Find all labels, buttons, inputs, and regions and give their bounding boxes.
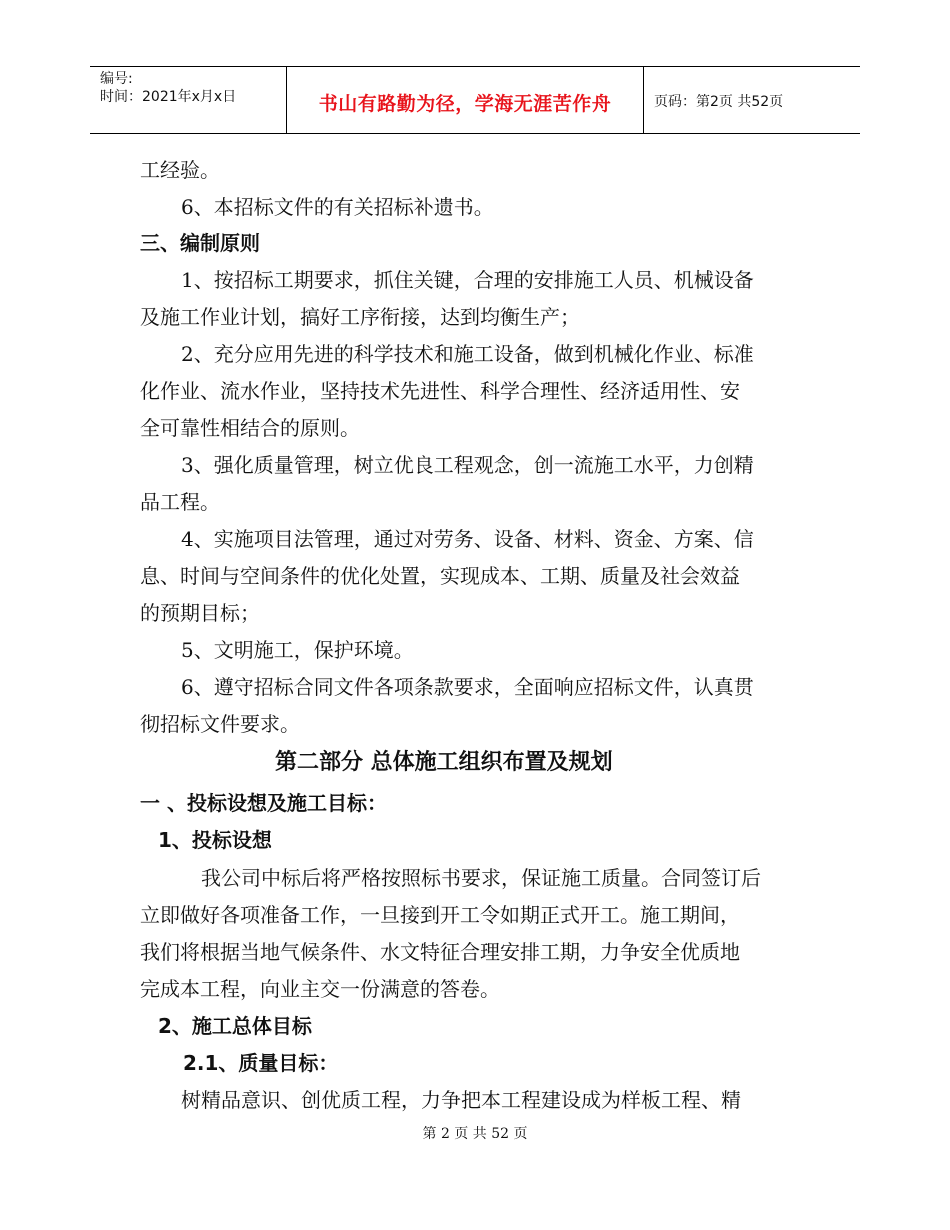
document-number-label: 编号: xyxy=(100,71,133,87)
body-line: 2、充分应用先进的科学技术和施工设备，做到机械化作业、标准 xyxy=(181,342,754,366)
body-line: 我们将根据当地气候条件、水文特征合理安排工期，力争安全优质地 xyxy=(140,940,740,964)
body-line: 5、文明施工，保护环境。 xyxy=(181,638,414,662)
body-line: 工经验。 xyxy=(140,158,220,182)
body-line: 的预期目标； xyxy=(140,601,260,625)
body-line: 完成本工程，向业主交一份满意的答卷。 xyxy=(140,977,500,1001)
page-header xyxy=(90,66,860,134)
body-line: 3、强化质量管理，树立优良工程观念，创一流施工水平，力创精 xyxy=(181,453,754,477)
body-line: 我公司中标后将严格按照标书要求，保证施工质量。合同签订后 xyxy=(201,866,761,890)
body-line: 立即做好各项准备工作，一旦接到开工令如期正式开工。施工期间， xyxy=(140,903,740,927)
header-page-cell xyxy=(644,67,860,133)
header-meta-cell xyxy=(90,67,287,133)
subsection-heading: 1、投标设想 xyxy=(158,828,272,852)
subsection-heading: 2.1、质量目标： xyxy=(183,1051,339,1075)
header-motto-cell xyxy=(287,67,644,133)
body-line: 全可靠性相结合的原则。 xyxy=(140,416,360,440)
body-line: 彻招标文件要求。 xyxy=(140,712,300,736)
header-page-info: 页码：第2页 共52页 xyxy=(654,94,784,110)
body-line: 化作业、流水作业，坚持技术先进性、科学合理性、经济适用性、安 xyxy=(140,379,740,403)
body-line: 品工程。 xyxy=(140,490,220,514)
document-date: 时间：2021年x月x日 xyxy=(100,89,237,105)
part-title: 第二部分 总体施工组织布置及规划 xyxy=(275,750,613,775)
subsection-heading: 2、施工总体目标 xyxy=(158,1014,312,1038)
section-heading: 一 、投标设想及施工目标： xyxy=(140,791,387,815)
body-line: 4、实施项目法管理，通过对劳务、设备、材料、资金、方案、信 xyxy=(181,527,754,551)
body-line: 1、按招标工期要求，抓住关键，合理的安排施工人员、机械设备 xyxy=(181,268,754,292)
section-heading: 三、编制原则 xyxy=(140,231,260,255)
body-line: 息、时间与空间条件的优化处置，实现成本、工期、质量及社会效益 xyxy=(140,564,740,588)
body-line: 及施工作业计划，搞好工序衔接，达到均衡生产； xyxy=(140,305,580,329)
page-footer: 第 2 页 共 52 页 xyxy=(422,1126,528,1142)
header-motto: 书山有路勤为径，学海无涯苦作舟 xyxy=(318,93,612,115)
body-line: 6、遵守招标合同文件各项条款要求，全面响应招标文件，认真贯 xyxy=(181,675,754,699)
body-line: 6、本招标文件的有关招标补遗书。 xyxy=(181,195,494,219)
body-line: 树精品意识、创优质工程，力争把本工程建设成为样板工程、精 xyxy=(181,1088,741,1112)
